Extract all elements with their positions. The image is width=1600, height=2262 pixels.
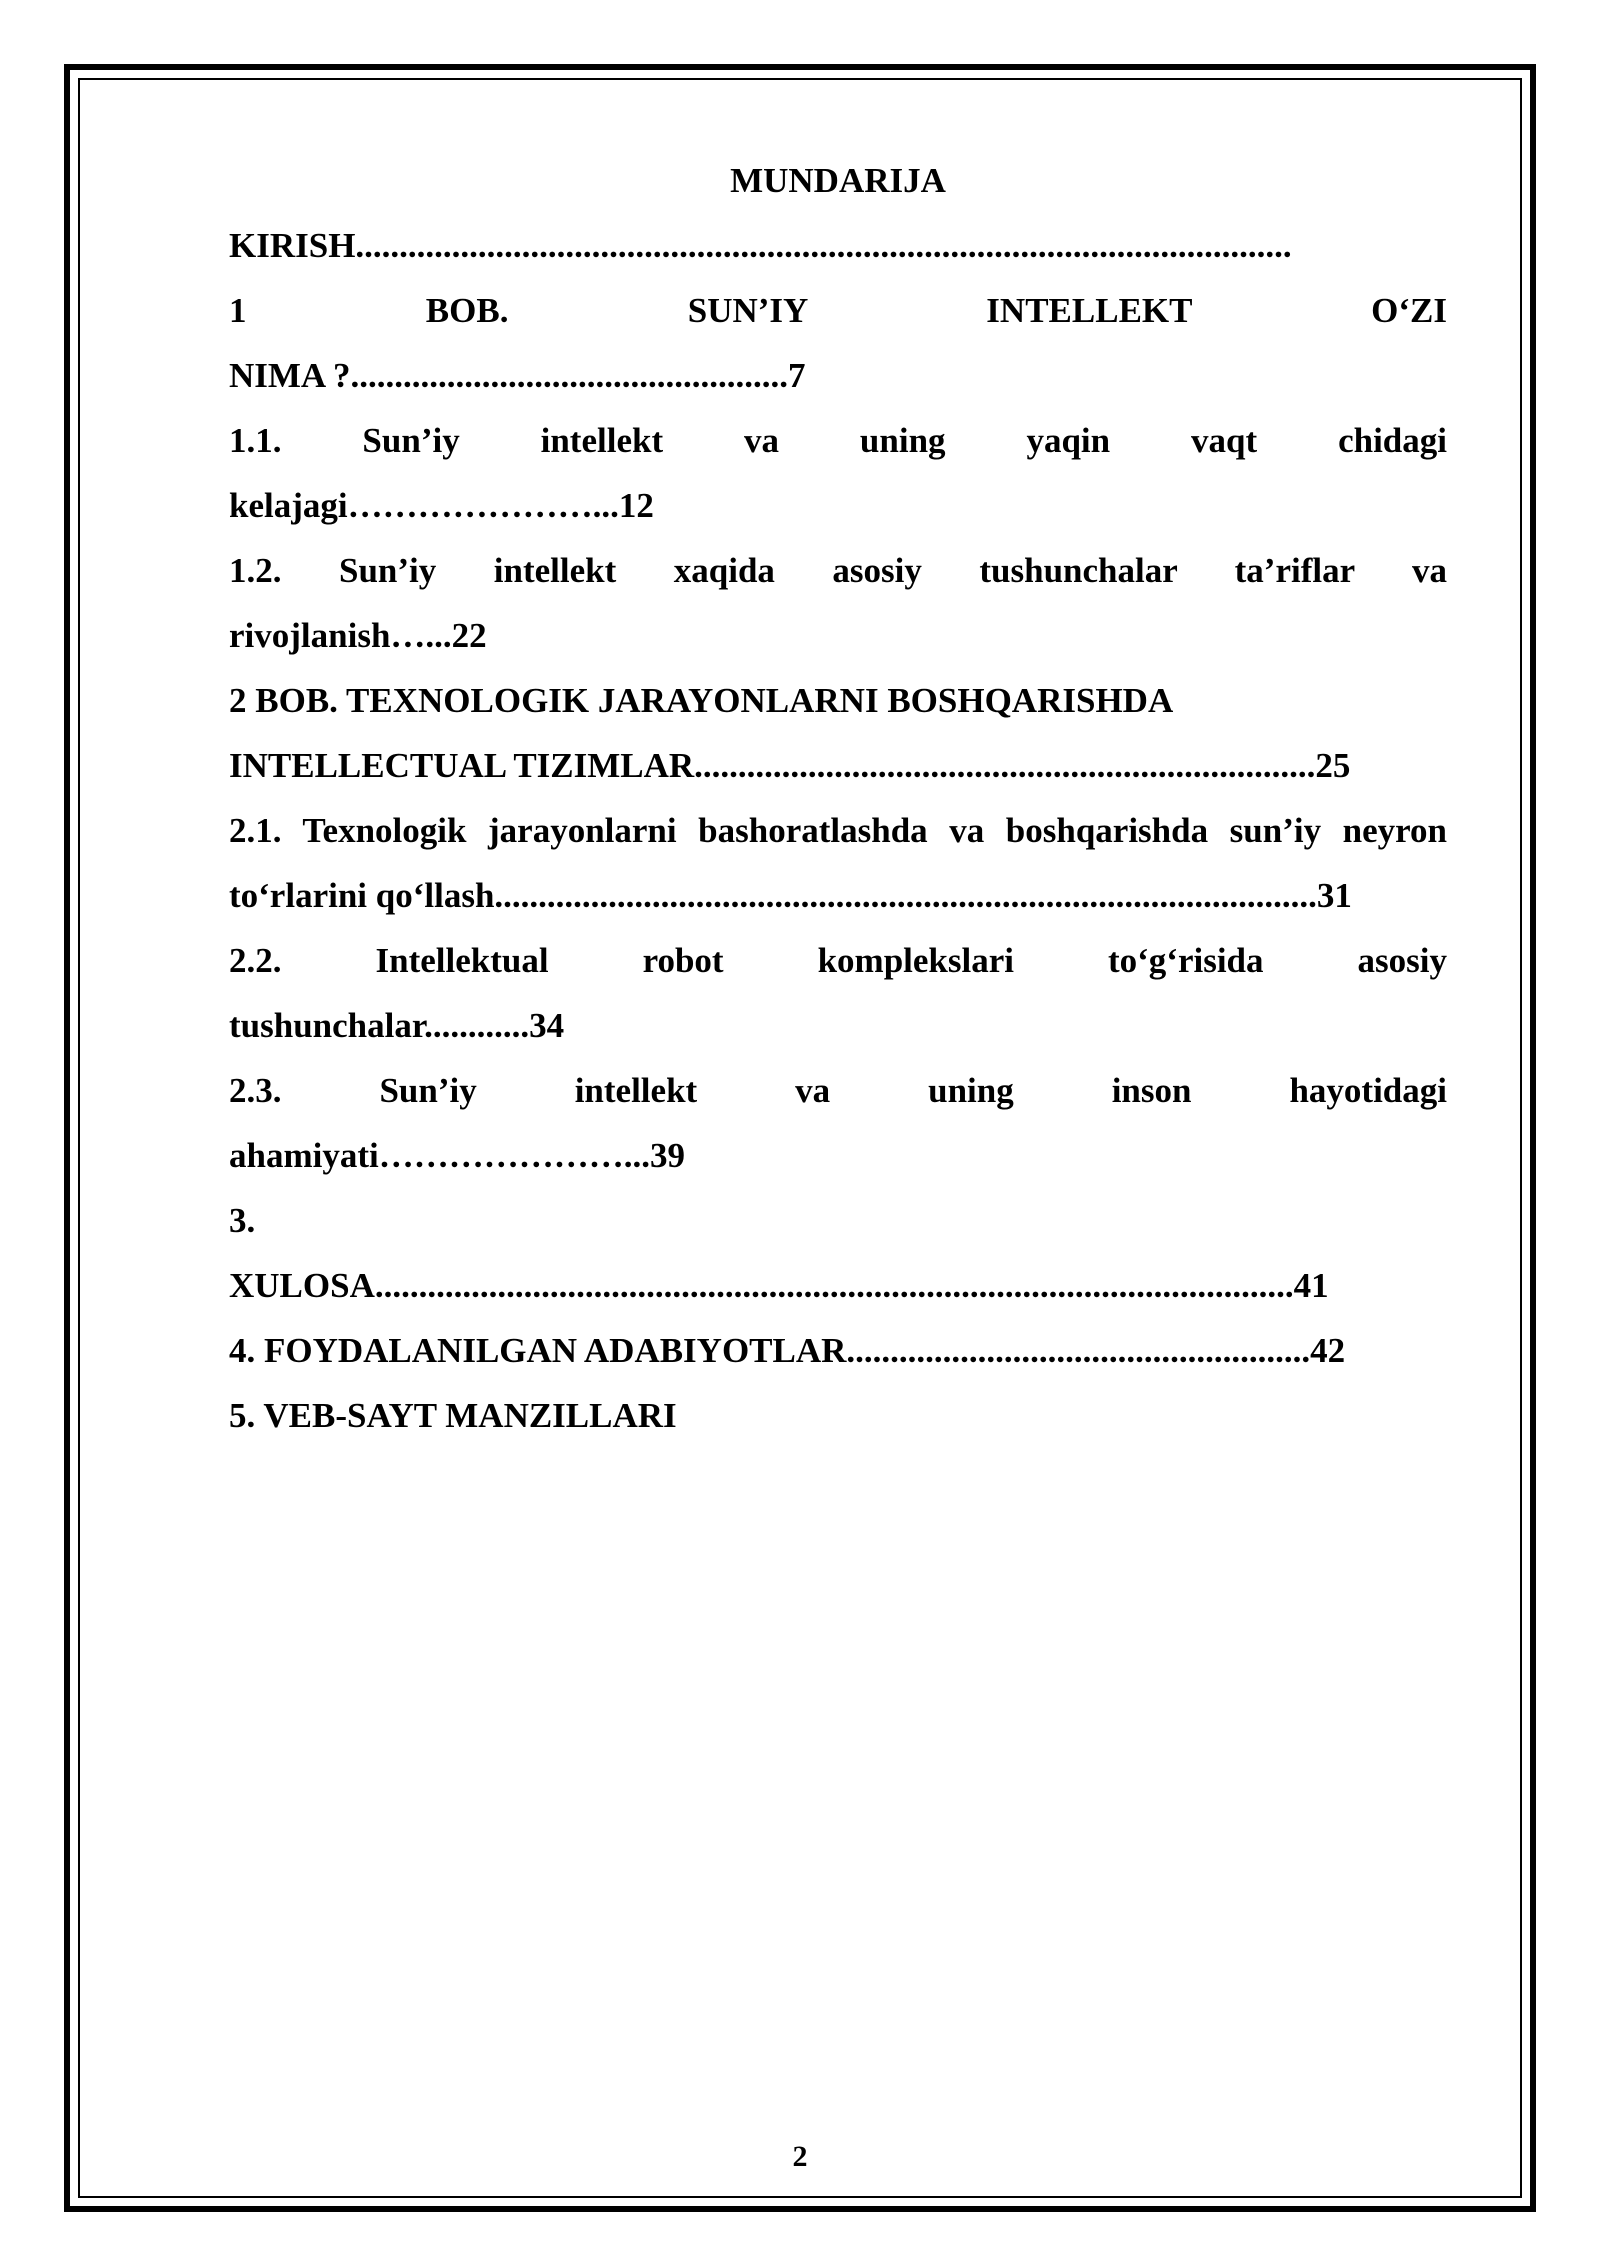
toc-line: to‘rlarini qo‘llash..............................................................................................31: [229, 876, 1352, 915]
toc-line: 2.1. Texnologik jarayonlarni bashoratlashda va boshqarishda sun’iy neyron: [229, 811, 1447, 850]
toc-line: KIRISH...........................................................................................................: [229, 226, 1292, 265]
toc-line: 5. VEB-SAYT MANZILLARI: [229, 1396, 677, 1435]
toc-line: 2.2. Intellektual robot komplekslari to‘g‘risida asosiy: [229, 941, 1447, 980]
toc-line: 4. FOYDALANILGAN ADABIYOTLAR.....................................................42: [229, 1331, 1346, 1370]
toc-line: 3.: [229, 1201, 256, 1240]
toc-line: 1 BOB. SUN’IY INTELLEKT O‘ZI: [229, 291, 1447, 330]
toc-line: NIMA ?..................................................7: [229, 356, 806, 395]
toc-line: 1.1. Sun’iy intellekt va uning yaqin vaqt chidagi: [229, 421, 1447, 460]
toc-line: XULOSA.........................................................................................................41: [229, 1266, 1329, 1305]
toc-line: kelajagi…………………...12: [229, 486, 654, 525]
toc-line: 1.2. Sun’iy intellekt xaqida asosiy tushunchalar ta’riflar va: [229, 551, 1447, 590]
toc-heading: MUNDARIJA: [730, 161, 946, 200]
toc-line: ahamiyati…………………...39: [229, 1136, 685, 1175]
toc-line: tushunchalar............34: [229, 1006, 565, 1045]
page-number: 2: [792, 2140, 808, 2173]
toc-line: 2 BOB. TEXNOLOGIK JARAYONLARNI BOSHQARISHDA: [229, 681, 1174, 720]
toc-line: INTELLECTUAL TIZIMLAR.......................................................................25: [229, 746, 1351, 785]
toc-line: rivojlanish…...22: [229, 616, 487, 655]
table-of-contents: [229, 148, 1447, 1448]
toc-line: 2.3. Sun’iy intellekt va uning inson hayotidagi: [229, 1071, 1447, 1110]
